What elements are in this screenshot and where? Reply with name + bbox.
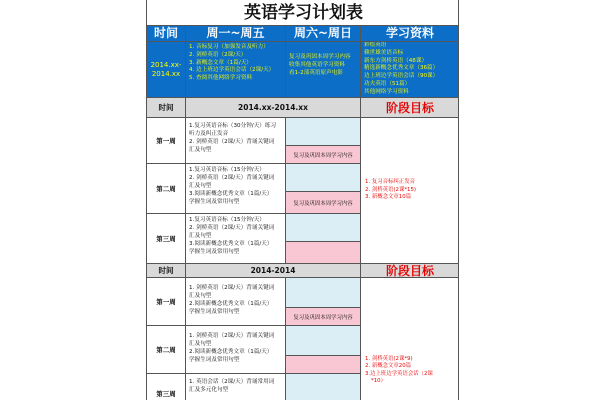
target-line: 2. 剑桥英语(2课*15) [365,186,417,193]
plan-line: 1.复习英语音标（30分钟/天）练习 [189,123,277,129]
stage2-week3-label: 第三周 [147,374,186,400]
plan-line: 2. 剑桥英语（2课/天）背诵关键词 [189,175,275,181]
weekday-plan-item: 3. 新概念文章（1篇/天） [189,59,252,66]
stage2-week3-plan [186,374,286,400]
stage2-week1-label: 第一周 [147,278,186,326]
plan-line: 听力及纠正发音 [189,131,229,137]
plan-line: 学握生词及常用句型 [189,199,240,205]
stage1-range: 2014.xx-2014.xx [186,98,361,118]
stage1-time-label: 时间 [147,98,186,118]
stage2-week1-weekend-review: 复习及巩固本周学习内容 [286,308,361,326]
stage1-week3-weekend [286,242,361,264]
material-item: 精选新概念优秀文章（36篇） [364,65,439,72]
header-materials: 学习资料 [361,26,459,42]
target-line: *10） [371,378,386,385]
stage1-targets [361,118,459,264]
plan-line: 1.复习英语音标（15分钟/天） [189,217,265,223]
plan-line: 汇及句型 [189,293,212,299]
stage1-week2-plan [186,164,286,214]
weekday-plan-item: 2. 剑桥英语（2课/天） [189,51,247,58]
stage1-week3-weekend-top [286,214,361,242]
target-line: 3. 新概念文章10篇 [365,194,412,201]
plan-line: 1. 剑桥英语（2课/天）背诵关键词 [189,333,275,339]
plan-line: 学握生词及常用句型 [189,357,240,363]
header-weekdays: 周一~周五 [186,26,286,42]
plan-line: 2. 剑桥英语（2课/天）背诵关键词 [189,225,275,231]
study-plan-sheet [146,0,459,400]
plan-line: 汇及句型 [189,183,212,189]
stage2-week1-plan [186,278,286,326]
material-item: 新东方剑桥英语（48课） [364,57,428,64]
stage2-week1-weekend-top [286,278,361,308]
plan-line: 学握生词及常用句型 [189,249,240,255]
stage1-week2-weekend-top [286,164,361,192]
stage1-week2-label: 第二周 [147,164,186,214]
material-item: 赖世雄美语音标 [364,49,404,56]
target-line: 2. 新概念文章20篇 [365,363,412,370]
stage2-week2-plan [186,326,286,374]
stage2-time-label: 时间 [147,264,186,278]
plan-line: 2.阅读新概念优秀文章（1篇/天） [189,349,273,355]
stage1-week1-weekend [286,118,361,146]
target-line: 1. 复习音标纠正发音 [365,179,415,186]
overview-weekend-plan [286,42,361,98]
plan-line: 2.阅读新概念优秀文章（1篇/天） [189,301,273,307]
stage2-targets [361,278,459,400]
plan-line: 2. 剑桥英语（2课/天）背诵关键词 [189,139,275,145]
overview-weekday-plan [186,42,286,98]
stage2-week3-weekend-top [286,374,361,400]
stage2-range: 2014-2014 [186,264,361,278]
stage1-goal-label: 阶段目标 [361,98,459,118]
stage2-goal-label: 阶段目标 [361,264,459,278]
plan-line: 学握生词及常用句型 [189,309,240,315]
stage1-week3-plan [186,214,286,264]
weekday-plan-item: 1. 音标复习（加强发音及听力） [189,44,269,50]
material-item: 其他网络学习资料 [364,88,409,95]
stage2-week2-weekend-top [286,326,361,356]
plan-line: 汇及句型 [189,341,212,347]
plan-line: 汇及多元化句型 [189,387,229,393]
plan-line: 1.复习英语音标（15分钟/天） [189,167,265,173]
overview-materials [361,42,459,98]
weekday-plan-item: 4. 边上班边学英语会话（2课/天） [189,67,275,74]
plan-line: 汇及句型 [189,233,212,239]
plan-line: 3.阅读新概念优秀文章（1篇/天） [189,191,273,197]
plan-line: 汇及句型 [189,147,212,153]
weekend-plan-item: 收集其他英语学习资料 [289,61,345,68]
weekend-plan-item: 看1-2部英语原声电影 [289,69,343,76]
material-item: 彩绘英语 [364,42,387,48]
plan-line: 1. 剑桥英语（2课/天）背诵关键词 [189,285,275,291]
weekend-plan-item: 复习及巩固本周学习内容 [289,54,351,60]
header-time: 时间 [147,26,186,42]
plan-line: 3.阅读新概念优秀文章（1篇/天） [189,241,273,247]
stage1-week1-weekend-review: 复习及巩固本周学习内容 [286,146,361,164]
target-line: 1. 剑桥英语(2课*9) [365,356,413,362]
plan-line: 1. 英语会话（2课/天）背诵常用词 [189,379,275,385]
material-item: 边上班边学英语会话（90课） [364,73,439,80]
weekday-plan-item: 5. 查阅其他网络学习资料 [189,75,253,82]
material-item: 功夫英语（51篇） [364,80,411,87]
stage2-week2-weekend [286,356,361,374]
page-title: 英语学习计划表 [147,0,459,26]
target-line: 3.边上班边学英语会话（2课 [365,370,433,377]
stage1-week1-plan [186,118,286,164]
overview-time: 2014.xx-2014.xx [147,42,186,98]
stage1-week3-label: 第三周 [147,214,186,264]
stage2-week2-label: 第二周 [147,326,186,374]
header-weekend: 周六~周日 [286,26,361,42]
stage1-week2-weekend-review: 复习及巩固本周学习内容 [286,192,361,214]
stage1-week1-label: 第一周 [147,118,186,164]
